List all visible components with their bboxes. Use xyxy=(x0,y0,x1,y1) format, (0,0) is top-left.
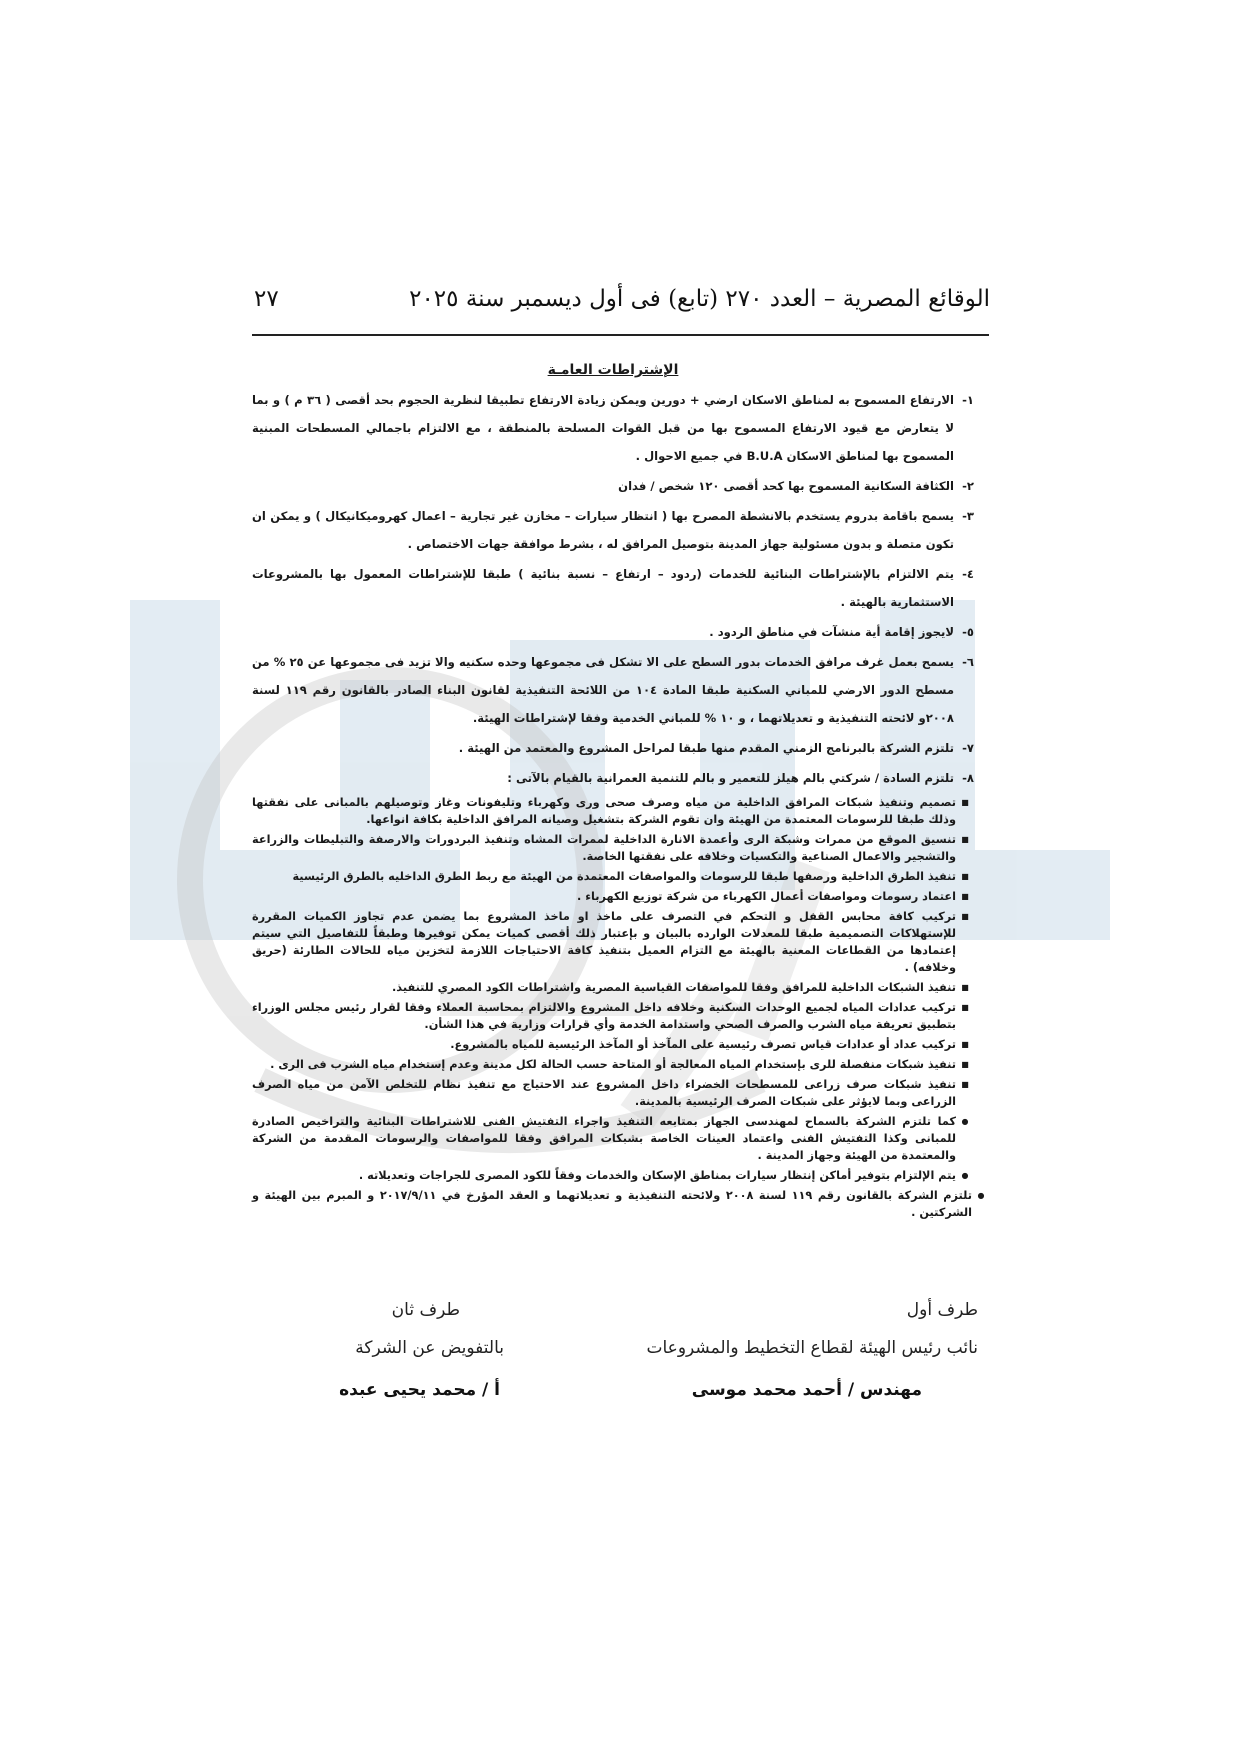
section-title: الإشتراطات العامـة xyxy=(547,362,679,378)
list-item xyxy=(252,831,974,865)
bullet-icon: ■ xyxy=(961,798,969,807)
list-item xyxy=(252,1167,974,1184)
list-item xyxy=(252,1036,974,1053)
conditions-body xyxy=(252,362,985,1224)
first-party-title: نائب رئيس الهيئة لقطاع التخطيط والمشروعات xyxy=(646,1338,978,1358)
list-item-text: يتم الإلتزام بتوفير أماكن إنتظار سيارات بمناطق الإسكان والخدمات وفقاً للكود المصرى للجراجات وتعديلاته . xyxy=(358,1169,956,1182)
item-text: يتم الالتزام بالإشتراطات البنائية للخدمات (ردود – ارتفاع – نسبة بنائية ) طبقا للإشتراطات المعمول بها بالمشروعات الاستثمارية بالهيئة . xyxy=(252,567,954,609)
bullet-icon: ■ xyxy=(961,892,969,901)
item-number: ٥- xyxy=(962,625,974,639)
list-item-text: تلتزم الشركة بالقانون رقم ١١٩ لسنة ٢٠٠٨ ولائحته التنفيذية و تعديلاتهما و العقد المؤرخ في ٢٠١٧/٩/١١ و المبرم بين الهيئة و الشركتين . xyxy=(252,1189,972,1219)
item-text: يسمح باقامة بدروم يستخدم بالانشطة المصرح بها ( انتظار سيارات – مخازن غير تجارية – اعمال كهروميكانيكال ) و يمكن ان تكون متصلة و بدون مسئولية جهاز المدينة بتوصيل المرافق له ، بشرط موافقة جهات الاختصاص . xyxy=(252,509,954,551)
list-item-text: تنفيذ الشبكات الداخلية للمرافق وفقا للمواصفات القياسية المصرية واشتراطات الكود المصري للتنفيذ. xyxy=(392,981,956,994)
list-item xyxy=(252,1056,974,1073)
header-divider xyxy=(252,334,989,336)
page-header xyxy=(250,286,990,326)
item-number: ١- xyxy=(962,393,974,407)
bullet-icon: ■ xyxy=(961,1080,969,1089)
item-text: تلتزم السادة / شركتي بالم هيلز للتعمير و بالم للتنمية العمرانية بالقيام بالآتى : xyxy=(507,771,954,785)
bullet-icon: ■ xyxy=(961,1003,969,1012)
list-item xyxy=(252,908,974,976)
list-item-text: تنفيذ شبكات صرف زراعى للمسطحات الخضراء داخل المشروع عند الاحتياج مع تنفيذ نظام للتخلص الآمن من مياه الصرف الزراعى وبما لايؤثر على شبكات الصرف الرئيسية بالمدينة. xyxy=(252,1078,956,1108)
bullet-icon: ■ xyxy=(961,872,969,881)
first-party-label: طرف أول xyxy=(906,1300,978,1320)
list-item-text: تنفيذ الطرق الداخلية ورصفها طبقا للرسومات والمواصفات المعتمدة من الهيئة مع ربط الطرق الداخليه بالطرق الرئيسية xyxy=(292,870,956,883)
item-text: يسمح بعمل غرف مرافق الخدمات بدور السطح على الا تشكل فى مجموعها وحده سكنيه والا تزيد فى مجموعها عن ٢٥ % من مسطح الدور الارضي للمباني السكنية طبقا المادة ١٠٤ من اللائحة التنفيذية لقانون البناء الصادر بالقانون رقم ١١٩ لسنة ٢٠٠٨و لائحته التنفيذية و تعديلاتهما ، و ١٠ % للمباني الخدمية وفقا لإشتراطات الهيئة. xyxy=(252,655,954,725)
item-number: ٣- xyxy=(962,509,974,523)
list-item-text: تركيب عدادات المياه لجميع الوحدات السكنية وخلافه داخل المشروع والالتزام بمحاسبة العملاء وفقا لقرار رئيس مجلس الوزراء بتطبيق تعريفة مياه الشرب والصرف الصحي واستدامة الخدمة وأي قرارات وزارية في هذا الشأن. xyxy=(252,1001,956,1031)
condition-item xyxy=(252,648,974,732)
item-number: ٨- xyxy=(962,771,974,785)
obligations-list xyxy=(252,794,985,1221)
bullet-icon: ■ xyxy=(961,835,969,844)
item-number: ٢- xyxy=(962,479,974,493)
item-text: الكثافة السكانية المسموح بها كحد أقصى ١٢٠ شخص / فدان xyxy=(618,479,954,493)
bullet-icon: ■ xyxy=(961,983,969,992)
page-number: ٢٧ xyxy=(254,286,279,312)
first-party-signatory: مهندس / أحمد محمد موسى xyxy=(691,1380,922,1400)
item-text: الارتفاع المسموح به لمناطق الاسكان ارضي + دورين ويمكن زيادة الارتفاع تطبيقا لنظرية الحجوم بحد أقصى ( ٣٦ م ) و بما لا يتعارض مع قيود الارتفاع المسموح بها من قبل القوات المسلحة بالمنطقة ، مع الالتزام باجمالي المسطحات المبنية المسموح بها لمناطق الاسكان B.U.A في جميع الاحوال . xyxy=(252,393,954,463)
second-party-signatory: أ / محمد يحيى عبده xyxy=(339,1380,500,1400)
bullet-icon: ■ xyxy=(961,1060,969,1069)
second-party-title: بالتفويض عن الشركة xyxy=(355,1338,504,1358)
second-party-label: طرف ثان xyxy=(391,1300,460,1320)
list-item xyxy=(252,999,974,1033)
list-item-text: اعتماد رسومات ومواصفات أعمال الكهرباء من شركة توزيع الكهرباء . xyxy=(577,890,956,903)
list-item xyxy=(252,794,974,828)
condition-item xyxy=(252,386,974,470)
list-item xyxy=(252,1076,974,1110)
list-item xyxy=(252,888,974,905)
bullet-icon: ■ xyxy=(961,912,969,921)
list-item xyxy=(252,1187,990,1221)
list-item xyxy=(252,979,974,996)
condition-item xyxy=(252,502,974,558)
item-text: لايجوز إقامة أية منشآت في مناطق الردود . xyxy=(709,625,954,639)
item-number: ٦- xyxy=(962,655,974,669)
condition-item xyxy=(252,618,974,646)
list-item xyxy=(252,868,974,885)
condition-item xyxy=(252,764,974,792)
item-text: تلتزم الشركة بالبرنامج الزمني المقدم منها طبقا لمراحل المشروع والمعتمد من الهيئة . xyxy=(458,741,954,755)
publication-title: الوقائع المصرية – العدد ٢٧٠ (تابع) فى أول ديسمبر سنة ٢٠٢٥ xyxy=(409,286,990,312)
list-item-text: تركيب كافة محابس القفل و التحكم في التصرف على ماخذ او ماخذ المشروع بما يضمن عدم تجاوز الكميات المقررة للإستهلاكات التصميمية طبقا للمعدلات الوارده بالبيان و بإعتبار ذلك أقصى كميات يمكن توفيرها وطبقاً للتفاصيل التي سيتم إعتمادها من القطاعات المعنية بالهيئة مع التزام العميل بتنفيذ كافة الاحتياجات اللازمة لتخزين مياه للحالات الطارئة (حريق وخلافه) . xyxy=(252,910,956,974)
list-item-text: تنفيذ شبكات منفصلة للرى بإستخدام المياه المعالجة أو المتاحة حسب الحالة لكل مدينة وعدم إستخدام مياه الشرب فى الرى . xyxy=(270,1058,956,1071)
condition-item xyxy=(252,734,974,762)
item-number: ٤- xyxy=(962,567,974,581)
list-item xyxy=(252,1113,974,1164)
item-number: ٧- xyxy=(962,741,974,755)
bullet-icon: ■ xyxy=(961,1040,969,1049)
list-item-text: كما تلتزم الشركة بالسماح لمهندسى الجهاز بمتابعه التنفيذ واجراء التفتيش الفنى للاشتراطات البنائية والتراخيص الصادرة للمبانى وكذا التفتيش الفنى واعتماد العينات الخاصة بشبكات المرافق وفقا للمواصفات والرسومات المقدمة من الشركة والمعتمدة من الهيئة وجهاز المدينة . xyxy=(252,1115,956,1162)
condition-item xyxy=(252,560,974,616)
bullet-icon: ● xyxy=(961,1117,969,1126)
bullet-icon: ● xyxy=(977,1191,985,1200)
list-item-text: تركيب عداد أو عدادات قياس تصرف رئيسية على المآخذ أو المآخذ الرئيسية للمياه بالمشروع. xyxy=(450,1038,956,1051)
condition-item xyxy=(252,472,974,500)
list-item-text: تنسيق الموقع من ممرات وشبكة الرى وأعمدة الانارة الداخلية لممرات المشاه وتنفيذ البردورات والارصفة والتبليطات والزراعة والتشجير والاعمال الصناعية والتكسيات وخلافه على نفقتها الخاصة. xyxy=(252,833,956,863)
bullet-icon: ● xyxy=(961,1171,969,1180)
list-item-text: تصميم وتنفيذ شبكات المرافق الداخلية من مياه وصرف صحى ورى وكهرباء وتليفونات وغاز وتوصيلهم بالمبانى على نفقتها وذلك طبقا للرسومات المعتمدة من الهيئة وان تقوم الشركة بتشغيل وصيانه المرافق الداخلية بكافة انواعها. xyxy=(252,796,956,826)
